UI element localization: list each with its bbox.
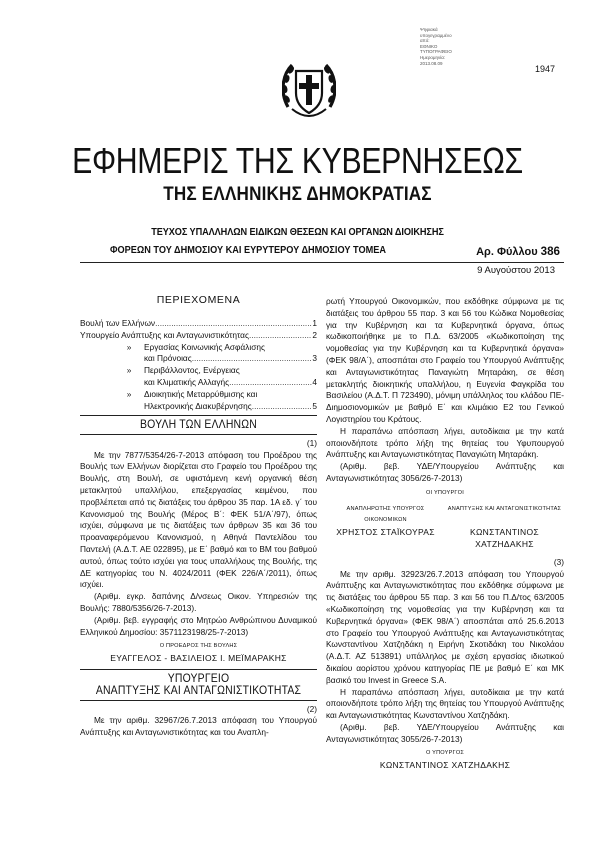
toc-entry-label: και Πρόνοιας [144, 353, 192, 364]
sheet-number [476, 245, 560, 258]
stamp-line: ΤΥΠΟΓΡΑΦΕΙΟ [420, 49, 452, 55]
issue-series-line2: ΦΟΡΕΩΝ ΤΟΥ ΔΗΜΟΣΙΟΥ ΚΑΙ ΕΥΡΥΤΕΡΟΥ ΔΗΜΟΣΙΟΥ ΤΟΜΕΑ [110, 245, 386, 256]
stamp-line: υπογεγραμμένο [420, 32, 452, 38]
decision-paragraph: Με την αριθμ. 32967/26.7.2013 απόφαση του Υπουργού Ανάπτυξης και Ανταγωνιστικότητας και του Αναπλη- [80, 715, 317, 738]
stamp-line: Ημερομηνία: [420, 54, 446, 60]
toc-entry[interactable] [80, 377, 317, 389]
section-divider [80, 669, 317, 670]
toc-entry[interactable] [80, 330, 317, 342]
right-column [326, 296, 564, 772]
toc-entry-page: 4 [312, 376, 317, 387]
greek-coat-of-arms-icon [282, 57, 336, 123]
toc-entry-page: 2 [312, 329, 317, 340]
ditto-mark: » [126, 365, 132, 376]
sheet-label: Αρ. Φύλλου [476, 246, 538, 258]
issue-series-line1: ΤΕΥΧΟΣ ΥΠΑΛΛΗΛΩΝ ΕΙΔΙΚΩΝ ΘΕΣΕΩΝ ΚΑΙ ΟΡΓΑΝΩΝ ΔΙΟΙΚΗΣΗΣ [151, 227, 444, 238]
masthead-divider [80, 262, 564, 263]
toc-entry[interactable] [80, 342, 317, 354]
secondment-end-paragraph: Η παραπάνω απόσπαση λήγει, αυτοδίκαια με την κατά οποιονδήποτε τρόπο λήξη της θητείας του Υφυπουργού Ανάπτυξης και Ανταγωνιστικότητας Παναγιώτη Μηταράκη. [326, 425, 564, 460]
toc-entry[interactable] [80, 389, 317, 401]
section-title-ministry-line2: ΑΝΑΠΤΥΞΗΣ ΚΑΙ ΑΝΤΑΓΩΝΙΣΤΙΚΟΤΗΤΑΣ [95, 683, 302, 697]
toc-entry-label: Υπουργείο Ανάπτυξης και Ανταγωνιστικότητας [80, 329, 249, 340]
toc-entry-label: Περιβάλλοντος, Ενέργειας [144, 365, 240, 376]
toc-entry-label: Εργασίας Κοινωνικής Ασφάλισης [144, 341, 265, 352]
gazette-subtitle: ΤΗΣ ΕΛΛΗΝΙΚΗΣ ΔΗΜΟΚΡΑΤΙΑΣ [163, 184, 432, 205]
stamp-line: ΕΘΝΙΚΟ [420, 43, 438, 49]
signatory-role: Ο ΠΡΟΕΔΡΟΣ ΤΗΣ ΒΟΥΛΗΣ [159, 643, 238, 650]
page-number: 1947 [534, 64, 555, 74]
toc-entry-label: Βουλή των Ελλήνων [80, 318, 156, 328]
signatory-name-left: ΧΡΗΣΤΟΣ ΣΤΑΪΚΟΥΡΑΣ [336, 527, 435, 538]
toc-entry-label: Ηλεκτρονικής Διακυβέρνησης [144, 400, 252, 411]
stamp-line: 2013.08.09 [420, 60, 443, 66]
section-title-ministry-line1: ΥΠΟΥΡΓΕΙΟ [167, 671, 230, 685]
signatory-role-right: ΑΝΑΠΤΥΞΗΣ ΚΑΙ ΑΝΤΑΓΩΝΙΣΤΙΚΟΤΗΤΑΣ [447, 505, 562, 512]
stamp-line: Ψηφιακά [420, 27, 438, 32]
toc-entry-page: 1 [312, 318, 317, 328]
signatory-name-right: ΚΩΝΣΤΑΝΤΙΝΟΣ ΧΑΤΖΗΔΑΚΗΣ [470, 527, 539, 549]
issue-date: 9 Αυγούστου 2013 [477, 265, 555, 276]
toc-entry[interactable] [80, 365, 317, 377]
signatories-block [326, 504, 564, 528]
secondment-end-paragraph: Η παραπάνω απόσπαση λήγει, αυτοδίκαια με την κατά οποιονδήποτε τρόπο λήξη της θητείας του Υπουργού Ανάπτυξης και Ανταγωνιστικότητας Κωνσταντίνου Χατζηδάκη. [326, 686, 564, 721]
decision-paragraph: Με την αριθμ. 32923/26.7.2013 απόφαση του Υπουργού Ανάπτυξης και Ανταγωνιστικότητας που εκδόθηκε σύμφωνα με τις διατάξεις του άρθρου 55 παρ. 3 και 56 του Π.Δ/τος 63/2005 «Κωδικοποίηση της νομοθεσίας για την Κυβέρνηση και τα Κυβερνητικά όργανα» (ΦΕΚ 98/Α΄) αποσπάται από 25.6.2013 στο Γραφείο του Υπουργού Ανάπτυξης και Ανταγωνιστικότητας Κωνσταντίνου Χατζηδάκη η Ειρήνη Σκοτιδάκη του Νικολάου (Α.Δ.Τ. ΑΖ 513891) υπάλληλος με σχέση εργασίας ιδιωτικού δικαίου αορίστου χρόνου κατηγορίας ΠΕ με βαθμό Ε΄ και ΜΚ βασικό του Invest in Greece S.A. [326, 568, 564, 685]
budget-reference: (Αριθμ. βεβ. ΥΔΕ/Υπουργείου Ανάπτυξης και Ανταγωνιστικότητας 3056/26-7-2013) [326, 461, 564, 483]
item-number: (2) [306, 703, 317, 714]
registry-reference: (Αριθμ. βεβ. εγγραφής στο Μητρώο Ανθρώπινου Δυναμικού Ελληνικού Δημοσίου: 3571123198/25-7-2013) [80, 614, 317, 637]
decision-paragraph-continued: ρωτή Υπουργού Οικονομικών, που εκδόθηκε σύμφωνα με τις διατάξεις του άρθρου 55 παρ. 3 και 56 του Κώδικα Νομοθεσίας για την Κυβέρνηση και τα Κυβερνητικά όργανα, όπως κωδικοποιήθηκε με το Π.Δ. 63/2005 «Κωδικοποίηση της νομοθεσίας για την Κυβέρνηση και τα Κυβερνητικά όργανα» (ΦΕΚ 98/Α΄), αποσπάται στο Γραφείο του Υπουργού Ανάπτυξης και Ανταγωνιστικότητας Παναγιώτη Μηταράκη, σε θέση μετακλητής διοικητικής υπαλλήλου, η Ευγενία Φαγκρίδα του Βασιλείου (Α.Δ.Τ. Π 723490), μόνιμη υπάλληλος του κλάδου ΠΕ-Διημοσιονομικών με βαθμό Ε΄ και κλιμάκιο Ε2 του Γενικού Λογιστηρίου του Κράτους. [326, 296, 564, 424]
item-number: (1) [306, 437, 317, 448]
signatory-role-left: ΑΝΑΠΛΗΡΩΤΗΣ ΥΠΟΥΡΓΟΣ ΟΙΚΟΝΟΜΙΚΩΝ [346, 505, 425, 524]
toc-entry[interactable] [80, 401, 317, 413]
signatories-heading: ΟΙ ΥΠΟΥΡΓΟΙ [426, 489, 464, 496]
section-divider [80, 434, 317, 435]
section-title-parliament: ΒΟΥΛΗ ΤΩΝ ΕΛΛΗΝΩΝ [140, 418, 257, 431]
ditto-mark: » [126, 388, 132, 399]
gazette-title: ΕΦΗΜΕΡΙΣ ΤΗΣ ΚΥΒΕΡΝΗΣΕΩΣ [72, 140, 523, 181]
signatory-name: ΚΩΝΣΤΑΝΤΙΝΟΣ ΧΑΤΖΗΔΑΚΗΣ [379, 760, 511, 771]
expense-reference: (Αριθμ. εγκρ. δαπάνης Δ/νσεως Οικον. Υπηρεσιών της Βουλής: 7880/5356/26-7-2013). [80, 591, 317, 613]
decision-paragraph: Με την 7877/5354/26-7-2013 απόφαση του Προέδρου της Βουλής των Ελλήνων διορίζεται στο Γραφείο του Προέδρου της Βουλής, στη Βουλή, σε υφιστάμενη κενή οργανική θέση μετακλητού υπαλλήλου, επεξεργασίας κειμένου, που προβλέπεται από τις διατάξεις του άρθρου 35 παρ. 1Α εδ. γ΄ του Κανονισμού της Βουλής (Μέρος Β΄: ΦΕΚ 51/Α΄/97), όπως ισχύει, σύμφωνα με τις διατάξεις των άρθρων 35 και 36 του προαναφερόμενου Κανονισμού, η Αθηνά Παντελίδου του Παντελή (Α.Δ.Τ. ΑΕ 022895), με Ε΄ βαθμό και το ΒΜ του βαθμού αυτού, όπως τούτο ισχύει για τους υπαλλήλους της Βουλής, της ΔΕ κατηγορίας του Ν. 4024/2011 (ΦΕΚ 226/Α΄/2011), όπως ισχύει. [80, 449, 317, 590]
toc-heading: ΠΕΡΙΕΧΟΜΕΝΑ [156, 294, 241, 306]
toc-entry-page: 3 [312, 353, 317, 364]
toc-entry-label: Διοικητικής Μεταρρύθμισης και [144, 388, 258, 399]
toc-entry[interactable] [80, 353, 317, 365]
toc-entry-label: και Κλιματικής Αλλαγής [144, 376, 230, 387]
signatory-role: Ο ΥΠΟΥΡΓΟΣ [425, 750, 465, 757]
budget-reference: (Αριθμ. βεβ. ΥΔΕ/Υπουργείου Ανάπτυξης και Ανταγωνιστικότητας 3055/26-7-2013) [326, 721, 564, 744]
sheet-number-value: 386 [540, 245, 560, 258]
digital-signature-stamp [420, 27, 454, 66]
signatory-name: ΕΥΑΓΓΕΛΟΣ - ΒΑΣΙΛΕΙΟΣ Ι. ΜΕΪΜΑΡΑΚΗΣ [110, 653, 287, 664]
left-column [80, 412, 317, 739]
toc-entry-page: 5 [312, 400, 317, 411]
section-divider [80, 700, 317, 701]
toc-entry[interactable] [80, 318, 317, 330]
stamp-line: από: [420, 38, 430, 44]
signatories-names [326, 527, 564, 551]
table-of-contents [80, 318, 317, 412]
item-number: (3) [553, 556, 564, 567]
ditto-mark: » [126, 341, 132, 352]
section-divider [80, 415, 317, 416]
